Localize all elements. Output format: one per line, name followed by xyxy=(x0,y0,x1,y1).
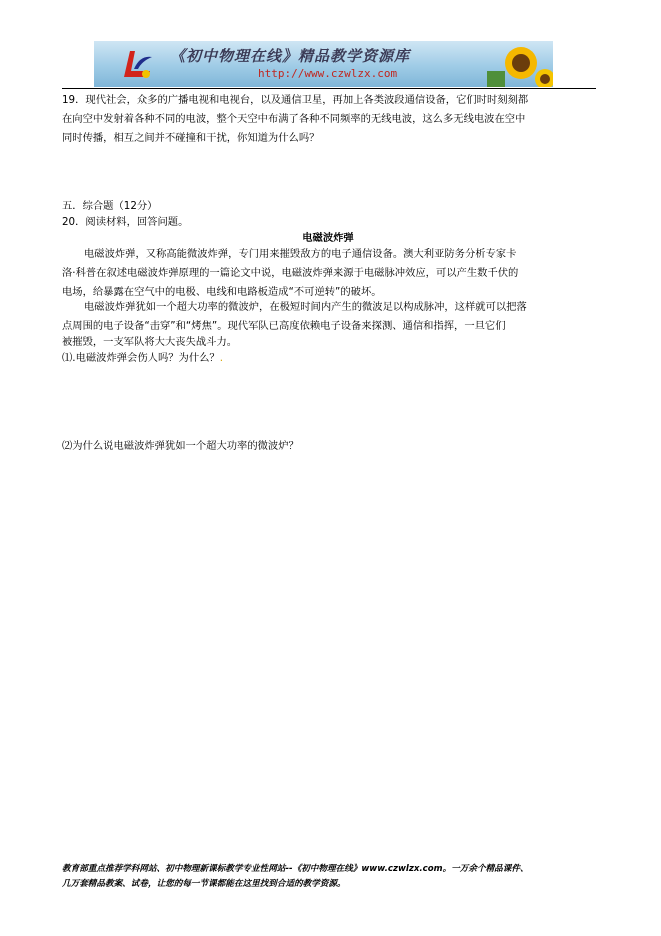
q19-line3: 同时传播，相互之间并不碰撞和干扰，你知道为什么吗？ xyxy=(62,132,320,144)
banner-url: http://www.czwlzx.com xyxy=(258,67,398,80)
sunflower-icon xyxy=(483,41,553,87)
para2-line1: 电磁波炸弹犹如一个超大功率的微波炉，在极短时间内产生的微波足以构成脉冲，这样就可以把落 xyxy=(84,301,527,313)
para1-line2: 洛·科普在叙述电磁波炸弹原理的一篇论文中说，电磁波炸弹来源于电磁脉冲效应，可以产生数千伏的 xyxy=(62,267,519,279)
footer-line1: 教育部重点推荐学科网站、初中物理新课标教学专业性网站--《初中物理在线》www.czwlzx.com。一万余个精品课件、 xyxy=(62,864,529,874)
sub-question-1 xyxy=(62,349,594,368)
sub-question-2: ⑵为什么说电磁波炸弹犹如一个超大功率的微波炉？ xyxy=(62,440,299,452)
para2-line2: 点周围的电子设备“击穿”和“烤焦”。现代军队已高度依赖电子设备来探测、通信和指挥，一旦它们 xyxy=(62,320,506,332)
banner-title: 《初中物理在线》精品教学资源库 xyxy=(170,47,411,65)
para1-line1: 电磁波炸弹，又称高能微波炸弹，专门用来摧毁敌方的电子通信设备。澳大利亚防务分析专家卡 xyxy=(84,248,517,260)
sub-question-1-text: ⑴.电磁波炸弹会伤人吗？为什么？ xyxy=(62,352,220,364)
q20-prompt: 20．阅读材料，回答问题。 xyxy=(62,216,189,228)
para1-line3: 电场，给暴露在空气中的电极、电线和电路板造成“不可逆转”的破坏。 xyxy=(62,286,382,298)
footer-line2: 几万套精品教案、试卷，让您的每一节课都能在这里找到合适的教学资源。 xyxy=(62,879,346,889)
answer-mark: . xyxy=(219,352,224,364)
article-title: 电磁波炸弹 xyxy=(302,232,354,244)
header-banner xyxy=(94,41,553,87)
para2-line3: 被摧毁，一支军队将大大丧失战斗力。 xyxy=(62,336,238,348)
site-logo-icon xyxy=(120,47,154,81)
section-heading: 五．综合题（12分） xyxy=(62,200,158,212)
footer xyxy=(62,862,602,892)
q19-line2: 在向空中发射着各种不同的电波，整个天空中布满了各种不同频率的无线电波，这么多无线电波在空中 xyxy=(62,113,526,125)
header-rule xyxy=(62,88,596,89)
q19-line1: 19．现代社会，众多的广播电视和电视台，以及通信卫星，再加上各类波段通信设备，它们时时刻刻都 xyxy=(62,94,529,106)
